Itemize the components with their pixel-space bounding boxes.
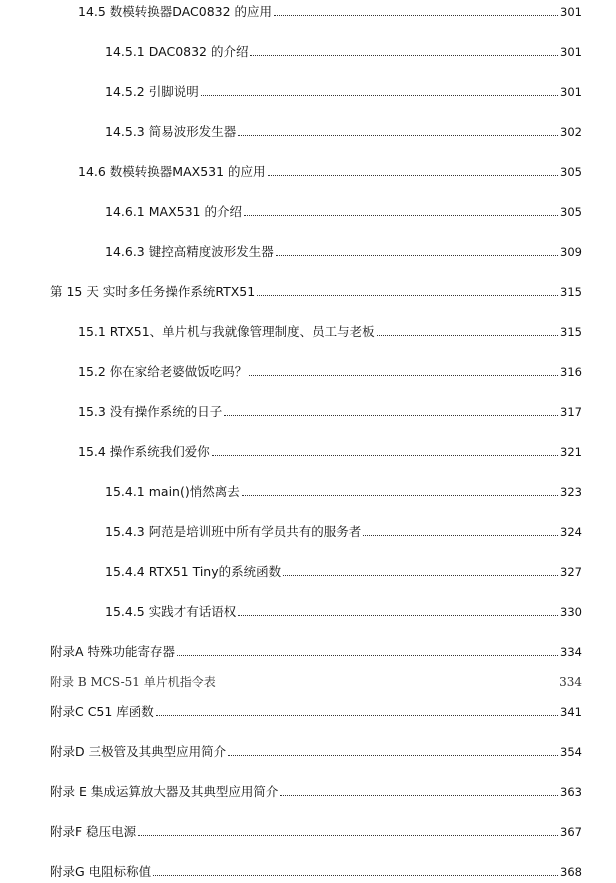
toc-entry-page: 327 [560,565,582,579]
toc-entry-page: 334 [560,645,582,659]
toc-entry-page: 324 [560,525,582,539]
dot-leader [218,685,557,686]
toc-entry-15-4-3[interactable] [105,520,582,540]
dot-leader [250,54,558,56]
toc-entry-appendix-d[interactable] [50,740,582,760]
dot-leader [238,614,558,616]
toc-entry-15-2[interactable] [78,360,582,380]
toc-entry-label: 14.6 数模转换器MAX531 的应用 [78,164,266,179]
toc-entry-page: 305 [560,165,582,179]
dot-leader [257,294,558,296]
toc-entry-15-4-5[interactable] [105,600,582,620]
toc-entry-page: 368 [560,865,582,879]
toc-entry-page: 341 [560,705,582,719]
toc-entry-appendix-c[interactable] [50,700,582,720]
toc-entry-label: 14.6.1 MAX531 的介绍 [105,204,242,219]
toc-entry-label: 14.5.1 DAC0832 的介绍 [105,44,249,59]
toc-entry-appendix-b[interactable] [50,670,582,690]
toc-entry-label: 15.4.4 RTX51 Tiny的系统函数 [105,564,282,579]
dot-leader [138,834,558,836]
toc-entry-page: 301 [560,5,582,19]
dot-leader [212,454,558,456]
dot-leader [276,254,558,256]
toc-entry-label: 14.5.3 简易波形发生器 [105,124,237,139]
dot-leader [238,134,558,136]
toc-entry-page: 330 [560,605,582,619]
toc-entry-page: 315 [560,325,582,339]
dot-leader [228,754,558,756]
toc-entry-label: 15.4.3 阿范是培训班中所有学员共有的服务者 [105,524,362,539]
toc-entry-label: 附录 B MCS-51 单片机指令表 [50,675,216,689]
toc-entry-14-5-1[interactable] [105,40,582,60]
toc-entry-15-4[interactable] [78,440,582,460]
toc-entry-15-4-1[interactable] [105,480,582,500]
dot-leader [153,874,558,876]
toc-entry-page: 316 [560,365,582,379]
toc-entry-page: 367 [560,825,582,839]
toc-entry-appendix-f[interactable] [50,820,582,840]
toc-entry-page: 363 [560,785,582,799]
toc-entry-label: 第 15 天 实时多任务操作系统RTX51 [50,284,256,299]
toc-entry-label: 14.5.2 引脚说明 [105,84,199,99]
dot-leader [242,494,558,496]
toc-entry-label: 附录G 电阻标称值 [50,864,152,879]
toc-entry-page: 323 [560,485,582,499]
dot-leader [377,334,558,336]
toc-entry-14-6[interactable] [78,160,582,180]
toc-entry-page: 354 [560,745,582,759]
toc-entry-page: 302 [560,125,582,139]
dot-leader [268,174,559,176]
dot-leader [280,794,558,796]
toc-entry-page: 301 [560,45,582,59]
toc-entry-label: 附录C C51 库函数 [50,704,154,719]
toc-entry-15-3[interactable] [78,400,582,420]
toc-entry-label: 附录D 三极管及其典型应用简介 [50,744,227,759]
toc-entry-label: 15.4.1 main()悄然离去 [105,484,240,499]
toc-entry-appendix-e[interactable] [50,780,582,800]
toc-entry-14-5-3[interactable] [105,120,582,140]
toc-entry-label: 14.5 数模转换器DAC0832 的应用 [78,4,273,19]
dot-leader [224,414,558,416]
dot-leader [363,534,558,536]
toc-entry-page: 301 [560,85,582,99]
dot-leader [201,94,558,96]
dot-leader [283,574,558,576]
toc-entry-page: 334 [559,675,582,689]
toc-entry-label: 15.4 操作系统我们爱你 [78,444,210,459]
toc-entry-label: 附录 E 集成运算放大器及其典型应用简介 [50,784,279,799]
toc-entry-page: 321 [560,445,582,459]
toc-entry-label: 15.1 RTX51、单片机与我就像管理制度、员工与老板 [78,324,375,339]
toc-entry-label: 附录F 稳压电源 [50,824,137,839]
toc-entry-14-6-3[interactable] [105,240,582,260]
toc-entry-15-1[interactable] [78,320,582,340]
toc-entry-14-6-1[interactable] [105,200,582,220]
toc-entry-appendix-a[interactable] [50,640,582,660]
dot-leader [244,214,558,216]
toc-entry-label: 15.4.5 实践才有话语权 [105,604,237,619]
dot-leader [249,374,558,376]
dot-leader [156,714,558,716]
toc-entry-page: 315 [560,285,582,299]
toc-entry-label: 14.6.3 键控高精度波形发生器 [105,244,274,259]
toc-entry-label: 附录A 特殊功能寄存器 [50,644,176,659]
toc-entry-page: 317 [560,405,582,419]
toc-entry-label: 15.2 你在家给老婆做饭吃吗？ [78,364,248,379]
toc-entry-14-5-2[interactable] [105,80,582,100]
toc-entry-appendix-g[interactable] [50,860,582,880]
toc-entry-page: 305 [560,205,582,219]
dot-leader [177,654,558,656]
toc-entry-page: 309 [560,245,582,259]
toc-entry-14-5[interactable] [78,0,582,20]
dot-leader [274,14,558,16]
toc-entry-day-15[interactable] [50,280,582,300]
toc-entry-15-4-4[interactable] [105,560,582,580]
toc-entry-label: 15.3 没有操作系统的日子 [78,404,223,419]
